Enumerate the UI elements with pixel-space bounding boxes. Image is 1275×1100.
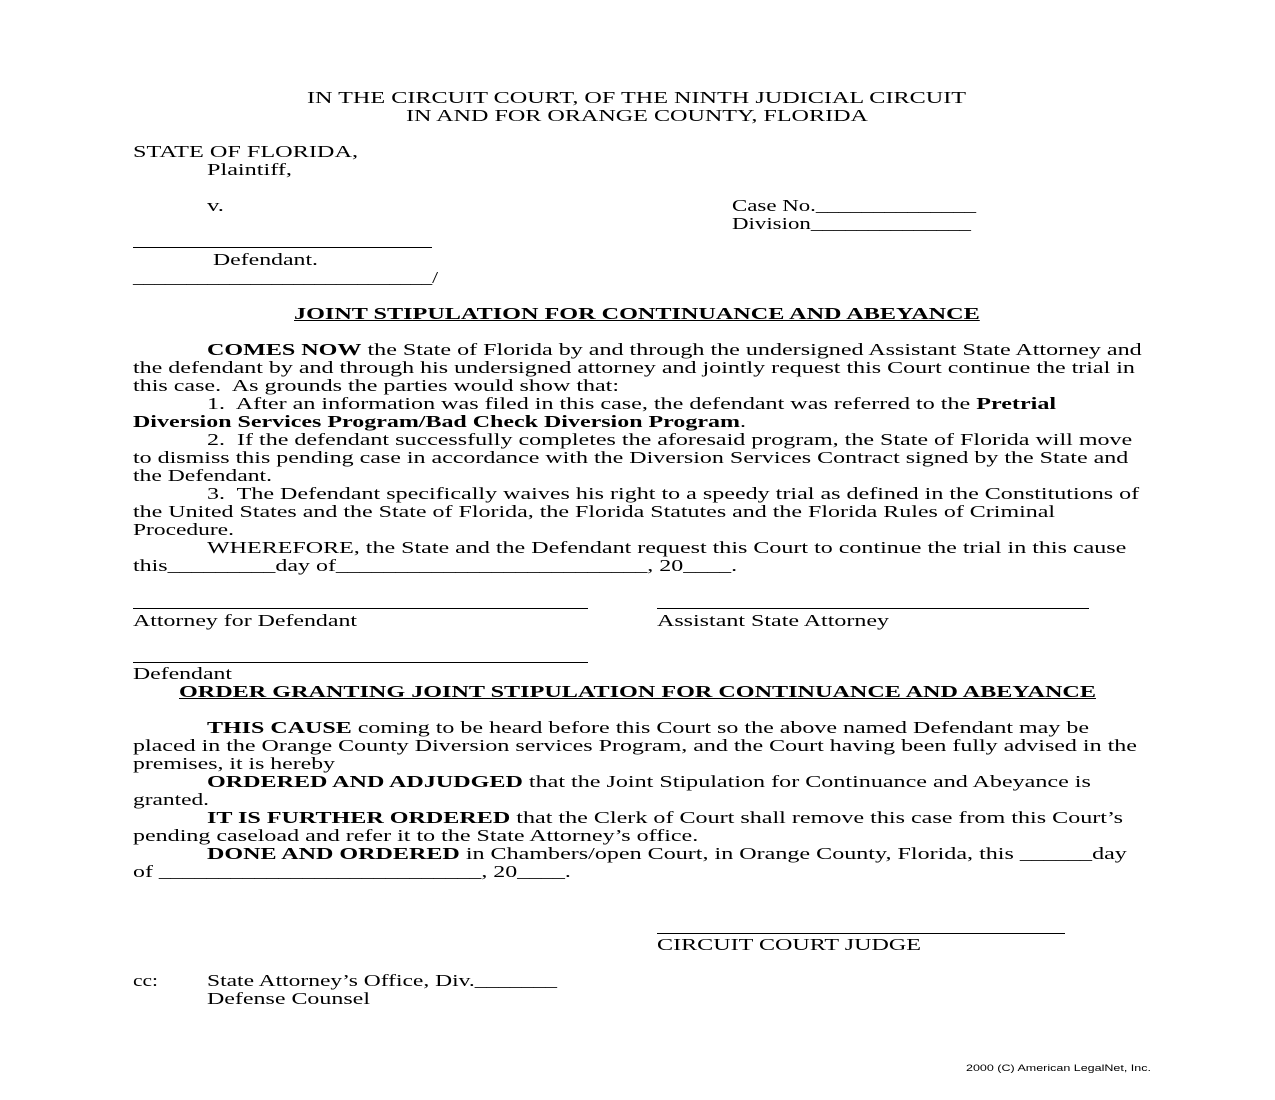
caption-closing-line: ____________________________/: [133, 268, 439, 287]
text: coming to be heard before this Court so the above named Defendant may be: [351, 718, 1089, 737]
paragraph-line: Procedure.: [133, 520, 234, 539]
signature-line-judge: [657, 933, 1065, 934]
cc-label: cc:: [133, 971, 159, 990]
paragraph-line: the Defendant.: [133, 466, 273, 485]
case-number-field: Case No.______________: [732, 196, 977, 215]
paragraph-line: the defendant by and through his undersigned attorney and jointly request this Court continue the trial in: [133, 358, 1135, 377]
bold-lead: DONE AND ORDERED: [207, 844, 460, 863]
signature-line-attorney: [133, 608, 588, 609]
stipulation-title: JOINT STIPULATION FOR CONTINUANCE AND ABEYANCE: [294, 304, 980, 323]
date-line: of ___________________________, 20____.: [133, 862, 571, 881]
bold-text: Pretrial: [976, 394, 1057, 413]
versus: v.: [207, 196, 224, 215]
paragraph-line: [207, 395, 1056, 413]
paragraph-line: [207, 845, 1127, 863]
paragraph-line: granted.: [133, 790, 210, 809]
signature-label-asa: Assistant State Attorney: [657, 611, 890, 630]
signature-line-defendant: [133, 662, 588, 663]
text: in Chambers/open Court, in Orange County, Florida, this ______day: [459, 844, 1127, 863]
bold-lead: THIS CAUSE: [207, 718, 352, 737]
paragraph-line: the United States and the State of Florida, the Florida Statutes and the Florida Rules of Criminal: [133, 502, 1056, 521]
court-heading-line-1: IN THE CIRCUIT COURT, OF THE NINTH JUDICIAL CIRCUIT: [307, 88, 967, 107]
signature-line-asa: [657, 608, 1089, 609]
court-heading-line-2: IN AND FOR ORANGE COUNTY, FLORIDA: [406, 106, 868, 125]
paragraph-line: pending caseload and refer it to the State Attorney’s office.: [133, 826, 699, 845]
paragraph-line: 2. If the defendant successfully completes the aforesaid program, the State of Florida will move: [207, 430, 1133, 449]
text: that the Clerk of Court shall remove this case from this Court’s: [510, 808, 1124, 827]
defendant-label: Defendant.: [213, 250, 319, 269]
cc-recipient: State Attorney’s Office, Div._______: [207, 971, 558, 990]
paragraph-line: placed in the Orange County Diversion services Program, and the Court having been fully advised in the: [133, 736, 1137, 755]
bold-text: Diversion Services Program/Bad Check Diversion Program: [133, 412, 740, 431]
text: .: [739, 412, 746, 431]
bold-lead: ORDERED AND ADJUDGED: [207, 772, 523, 791]
order-title: ORDER GRANTING JOINT STIPULATION FOR CONTINUANCE AND ABEYANCE: [179, 682, 1096, 701]
text: the State of Florida by and through the undersigned Assistant State Attorney and: [361, 340, 1142, 359]
signature-label-defendant: Defendant: [133, 664, 232, 683]
text: 1. After an information was filed in this case, the defendant was referred to the: [207, 394, 977, 413]
paragraph-line: [133, 413, 746, 431]
paragraph-line: [207, 719, 1089, 737]
plaintiff-name: STATE OF FLORIDA,: [133, 142, 359, 161]
defendant-name-line: [133, 247, 432, 248]
signature-label-judge: CIRCUIT COURT JUDGE: [657, 935, 922, 954]
paragraph-line: this case. As grounds the parties would show that:: [133, 376, 620, 395]
bold-lead: COMES NOW: [207, 340, 362, 359]
paragraph-line: [207, 773, 1091, 791]
cc-recipient: Defense Counsel: [207, 989, 370, 1008]
paragraph-line: [207, 809, 1123, 827]
text: that the Joint Stipulation for Continuance and Abeyance is: [522, 772, 1091, 791]
plaintiff-label: Plaintiff,: [207, 160, 292, 179]
bold-lead: IT IS FURTHER ORDERED: [207, 808, 511, 827]
paragraph-line: to dismiss this pending case in accordance with the Diversion Services Contract signed by the State and: [133, 448, 1129, 467]
signature-label-attorney: Attorney for Defendant: [133, 611, 358, 630]
paragraph-line: premises, it is hereby: [133, 754, 335, 773]
copyright-footer: 2000 (C) American LegalNet, Inc.: [966, 1063, 1151, 1073]
division-field: Division______________: [732, 214, 971, 233]
paragraph-line: 3. The Defendant specifically waives his right to a speedy trial as defined in the Constitutions of: [207, 484, 1140, 503]
date-line: this_________day of__________________________, 20____.: [133, 556, 738, 575]
paragraph-line: WHEREFORE, the State and the Defendant request this Court to continue the trial in this cause: [207, 538, 1127, 557]
paragraph-line: [207, 341, 1142, 359]
